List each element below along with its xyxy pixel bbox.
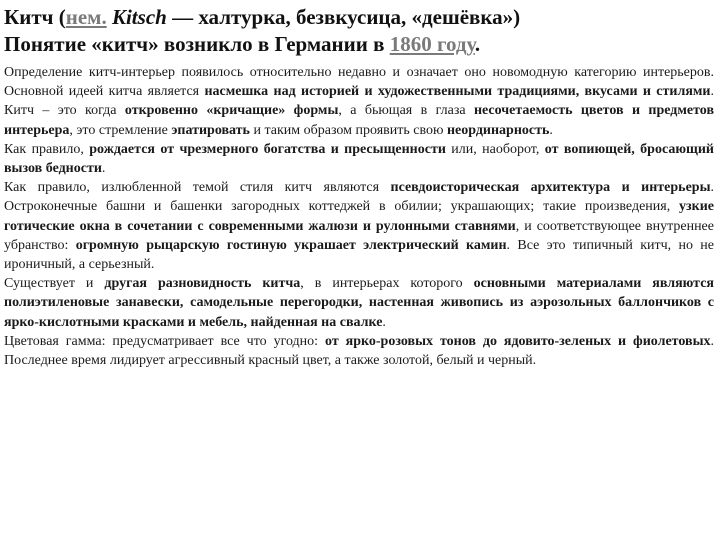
emphasis-text: огромную рыцарскую гостиную украшает электрический камин [75,237,507,253]
body-text [4,63,714,370]
emphasis-text: рождается от чрезмерного богатства и пресыщенности [89,141,446,157]
paragraph-text: Существует и [4,276,105,292]
heading-period: . [474,32,481,56]
paragraph-text: . Все это типичный китч, но не ироничный, а серьезный. [4,237,714,273]
paragraph-text: или, наоборот, [445,141,545,157]
paragraph-text: . Последнее время лидирует агрессивный красный цвет, а также золотой, белый и черный. [4,333,715,369]
paragraph-text: , а бьющая в глаза [338,103,474,119]
emphasis-text: от ярко-розовых тонов до ядовито-зеленых и фиолетовых [325,333,711,349]
heading-text: Понятие «китч» возникло в Германии в [4,32,390,56]
paragraph [4,178,714,274]
paragraph-text: Определение китч-интерьер появилось относительно недавно и означает оно новомодную категорию интерьеров. Основной идеей китча является [4,65,714,100]
paragraph-text: . [549,122,553,138]
emphasis-text: узкие готические окна в сочетании с современными жалюзи и рулонными ставнями [4,199,714,234]
heading-definition: — халтурка, безвкусица, «дешёвка») [166,5,521,29]
emphasis-text: несочетаемость цветов и предметов интерьера [4,103,715,138]
emphasis-text: эпатировать [171,122,250,138]
emphasis-text: откровенно «кричащие» формы [124,103,339,119]
emphasis-text: псевдоисторическая архитектура и интерьеры [390,180,711,196]
paragraph-text: и таким образом проявить свою [249,122,447,138]
emphasis-text: неординарность [446,122,550,138]
paragraph [4,274,714,332]
paragraph [4,140,714,178]
paragraph-text: . [101,161,106,177]
slide-heading [4,4,716,58]
language-link[interactable]: нем. [65,5,107,29]
paragraph-text: , в интерьерах которого [300,276,474,292]
paragraph [4,332,714,370]
paragraph-text: Как правило, [4,141,90,157]
emphasis-text: основными материалами являются полиэтиленовые занавески, самодельные перегородки, настенная живопись из аэрозольных баллончиков с ярко-кислотными красками и мебель, найденная на свалке [4,276,715,330]
emphasis-text: другая разновидность китча [104,276,301,292]
paragraph-text: , это стремление [69,122,172,138]
heading-line-2 [4,31,716,58]
paragraph-text: Цветовая гамма: предусматривает все что угодно: [4,333,326,349]
paragraph-text: Как правило, излюбленной темой стиля китч являются [4,180,391,196]
year-link[interactable]: 1860 году [389,32,475,56]
paragraph [4,63,714,140]
kitsch-term: Kitsch [111,5,167,29]
paragraph-text: , и соответствующее внутреннее убранство: [4,218,714,253]
heading-line-1 [4,4,716,31]
emphasis-text: насмешка над историей и художественными традициями, вкусами и стилями [204,84,711,100]
paragraph-text: . Остроконечные башни и башенки загородных коттеджей в обилии; украшающих; такие произведения, [4,180,715,215]
paragraph-text: . [382,314,386,330]
heading-text: Китч ( [4,5,66,29]
paragraph-text: . Китч – это когда [4,84,714,119]
emphasis-text: от вопиющей, бросающий вызов бедности [4,141,714,177]
